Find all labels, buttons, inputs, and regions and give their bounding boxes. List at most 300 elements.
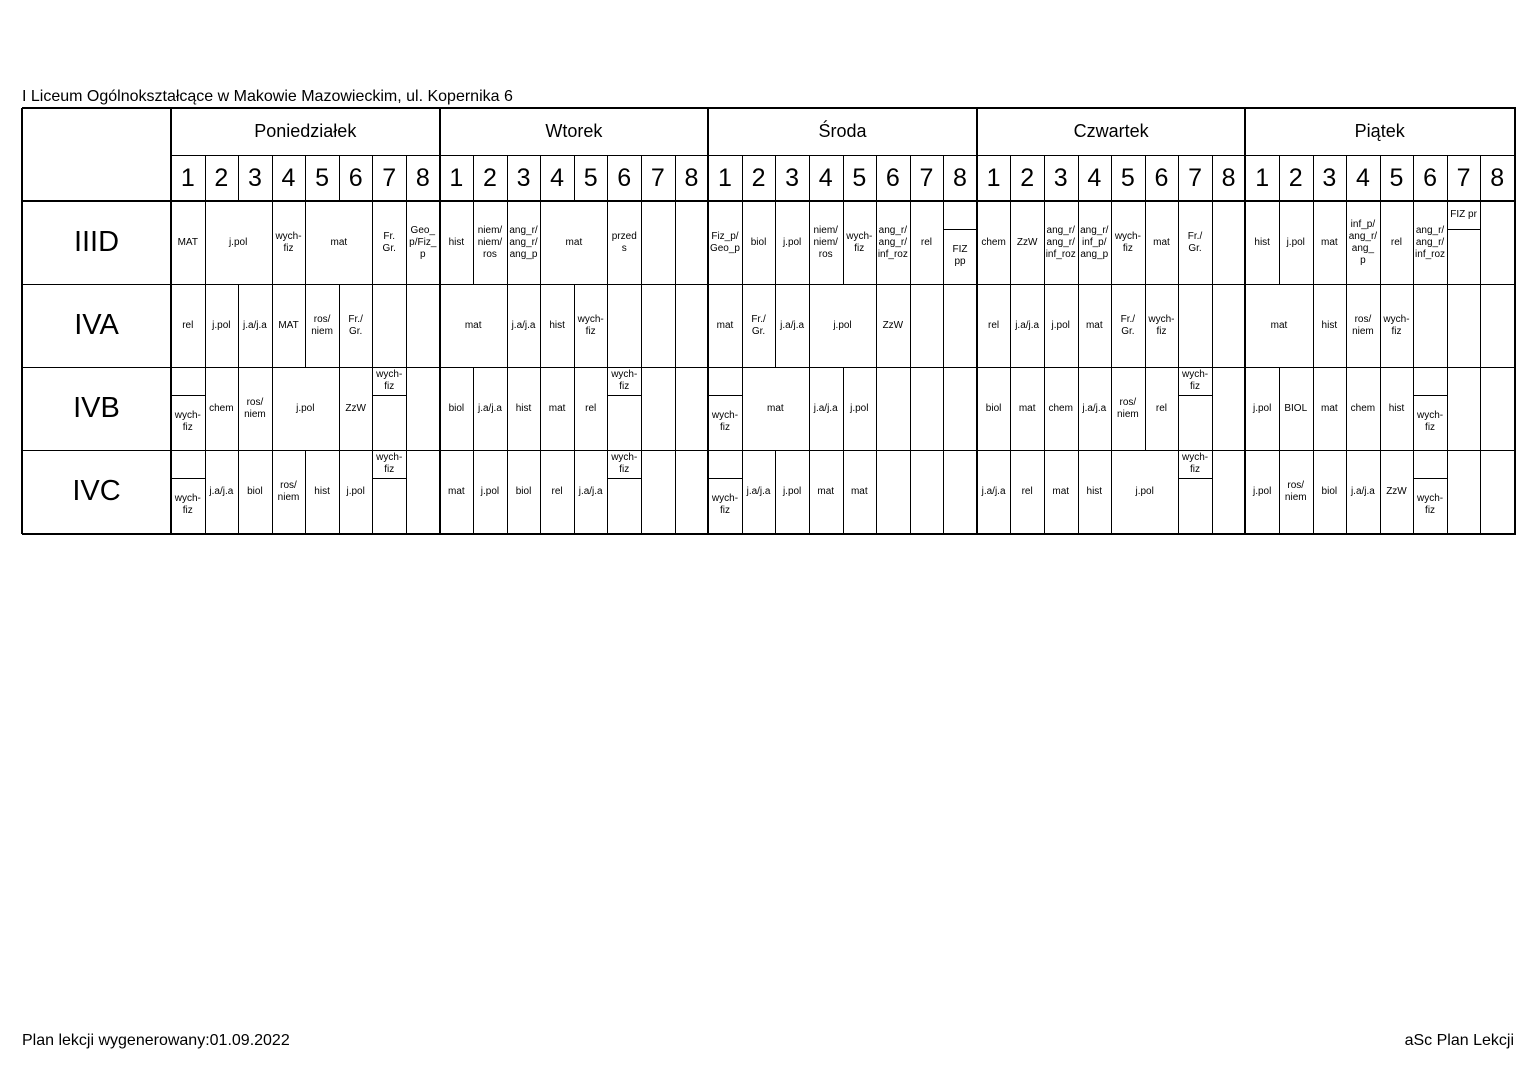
period-divider [641, 450, 642, 533]
period-divider [540, 450, 541, 533]
period-divider [1212, 367, 1213, 450]
lesson-cell: biol [985, 402, 1002, 414]
period-divider [272, 450, 273, 533]
row-divider [22, 284, 1514, 285]
lesson-cell: j.a/j.a [242, 319, 267, 331]
period-divider [641, 284, 642, 367]
period-divider [1413, 450, 1414, 533]
period-divider [1480, 450, 1481, 533]
day-divider [439, 108, 441, 533]
lesson-cell: ang_r/ ang_r/ ang_p [509, 224, 538, 260]
period-divider [876, 201, 877, 284]
period-divider [843, 367, 844, 450]
lesson-cell: ros/ niem [311, 313, 333, 337]
period-divider [1413, 155, 1414, 201]
period-divider [943, 284, 944, 367]
period-header: 7 [650, 164, 665, 192]
period-divider [775, 450, 776, 533]
period-divider [473, 450, 474, 533]
lesson-cell: niem/ niem/ ros [477, 224, 503, 260]
period-divider [406, 155, 407, 201]
table-border-left [21, 108, 23, 534]
period-divider [1212, 155, 1213, 201]
lesson-cell: MAT [177, 236, 198, 248]
period-divider [238, 284, 239, 367]
period-header: 4 [550, 164, 565, 192]
half-slot-divider [1178, 478, 1212, 479]
period-header: 1 [449, 164, 464, 192]
lesson-cell: ZzW [345, 402, 366, 414]
lesson-cell: hist [1086, 485, 1103, 497]
table-border-top [22, 107, 1516, 109]
half-slot-divider [171, 395, 205, 396]
period-divider [507, 201, 508, 284]
period-divider [1010, 201, 1011, 284]
period-divider [1178, 201, 1179, 284]
lesson-cell: wych- fiz [611, 368, 638, 392]
period-header: 3 [1322, 164, 1337, 192]
period-divider [507, 450, 508, 533]
row-divider [22, 367, 1514, 368]
period-header: 7 [919, 164, 934, 192]
generated-date: Plan lekcji wygenerowany:01.09.2022 [22, 1032, 290, 1049]
period-divider [775, 284, 776, 367]
half-slot-divider [1447, 229, 1481, 230]
period-divider [1279, 450, 1280, 533]
lesson-cell: wych- fiz [711, 410, 739, 434]
lesson-cell: hist [448, 236, 465, 248]
period-divider [372, 155, 373, 201]
period-divider [574, 450, 575, 533]
half-slot-divider [607, 478, 641, 479]
period-divider [305, 450, 306, 533]
period-divider [1313, 367, 1314, 450]
period-divider [1145, 284, 1146, 367]
class-label: IIID [73, 226, 120, 259]
period-header: 4 [1087, 164, 1102, 192]
period-divider [1078, 155, 1079, 201]
period-divider [1111, 284, 1112, 367]
lesson-cell: hist [1321, 319, 1338, 331]
period-divider [1480, 284, 1481, 367]
lesson-cell: wych- fiz [1181, 451, 1209, 475]
period-divider [641, 201, 642, 284]
lesson-cell: j.a/j.a [511, 319, 536, 331]
period-header: 6 [348, 164, 363, 192]
class-label: IVC [72, 475, 121, 508]
lesson-cell: wych- fiz [846, 230, 873, 254]
period-header: 2 [1288, 164, 1303, 192]
period-divider [507, 367, 508, 450]
class-label: IVA [74, 309, 119, 342]
period-divider [1346, 201, 1347, 284]
lesson-cell: ros/ niem [1117, 396, 1139, 420]
lesson-cell: mat [448, 485, 465, 497]
lesson-cell: hist [549, 319, 565, 331]
period-divider [574, 155, 575, 201]
period-divider [272, 201, 273, 284]
lesson-cell: j.pol [782, 485, 802, 497]
period-divider [809, 201, 810, 284]
period-header: 2 [1020, 164, 1035, 192]
lesson-cell: j.pol [346, 485, 365, 497]
lesson-cell: ZzW [1016, 236, 1038, 248]
lesson-cell: Fr./ Gr. [751, 313, 766, 337]
lesson-cell: mat [850, 485, 868, 497]
period-divider [305, 201, 306, 284]
class-label: IVB [73, 392, 120, 425]
lesson-cell: j.a/j.a [478, 402, 502, 414]
period-divider [1145, 201, 1146, 284]
day-header: Czwartek [1073, 120, 1149, 141]
lesson-cell: rel [182, 319, 194, 331]
period-divider [1044, 450, 1045, 533]
period-divider [540, 155, 541, 201]
period-header: 7 [382, 164, 397, 192]
row-divider [22, 450, 1514, 451]
period-divider [1044, 201, 1045, 284]
period-divider [205, 367, 206, 450]
half-slot-divider [943, 229, 977, 230]
period-divider [238, 155, 239, 201]
period-divider [1078, 450, 1079, 533]
period-divider [775, 155, 776, 201]
period-divider [1447, 201, 1448, 284]
lesson-cell: chem [1350, 402, 1376, 414]
period-header: 8 [1490, 164, 1505, 192]
lesson-cell: rel [585, 402, 597, 414]
lesson-cell: j.a/j.a [578, 485, 603, 497]
lesson-cell: wych- fiz [611, 451, 638, 475]
half-slot-divider [607, 395, 641, 396]
period-divider [1044, 155, 1045, 201]
lesson-cell: mat [1153, 236, 1170, 248]
period-divider [1413, 284, 1414, 367]
period-divider [339, 284, 340, 367]
period-divider [607, 284, 608, 367]
period-header: 2 [751, 164, 766, 192]
period-divider [675, 450, 676, 533]
lesson-cell: j.pol [850, 402, 869, 414]
period-header: 6 [1423, 164, 1437, 192]
lesson-cell: j.pol [782, 236, 802, 248]
lesson-cell: rel [920, 236, 932, 248]
period-divider [1380, 367, 1381, 450]
period-divider [540, 201, 541, 284]
lesson-cell: niem/ niem/ ros [813, 224, 838, 260]
lesson-cell: rel [988, 319, 1000, 331]
lesson-cell: mat [464, 319, 482, 331]
period-divider [1111, 201, 1112, 284]
period-divider [1447, 284, 1448, 367]
lesson-cell: hist [515, 402, 532, 414]
lesson-cell: j.a/j.a [209, 485, 234, 497]
lesson-cell: rel [1155, 402, 1168, 414]
period-divider [943, 201, 944, 284]
period-divider [1447, 155, 1448, 201]
period-divider [372, 450, 373, 533]
period-divider [205, 450, 206, 533]
lesson-cell: j.pol [1252, 485, 1272, 497]
lesson-cell: j.pol [212, 319, 231, 331]
period-divider [1010, 155, 1011, 201]
period-divider [675, 367, 676, 450]
lesson-cell: j.a/j.a [746, 485, 771, 497]
period-divider [910, 284, 911, 367]
period-divider [1279, 155, 1280, 201]
period-header: 1 [986, 164, 1001, 192]
lesson-cell: hist [314, 485, 330, 497]
period-divider [607, 367, 608, 450]
lesson-cell: Geo_ p/Fiz_ p [409, 224, 437, 260]
lesson-cell: mat [1085, 319, 1103, 331]
period-divider [607, 450, 608, 533]
period-header: 8 [684, 164, 699, 192]
lesson-cell: j.a/j.a [1015, 319, 1040, 331]
period-divider [742, 450, 743, 533]
period-divider [507, 284, 508, 367]
period-divider [1010, 450, 1011, 533]
lesson-cell: ang_r/ ang_r/ inf_roz [1415, 224, 1446, 260]
lesson-cell: j.pol [1286, 236, 1305, 248]
lesson-cell: MAT [278, 319, 299, 331]
lesson-cell: biol [515, 485, 532, 497]
period-divider [1380, 450, 1381, 533]
half-slot-divider [1178, 395, 1212, 396]
period-divider [238, 450, 239, 533]
period-divider [339, 450, 340, 533]
lesson-cell: wych- fiz [711, 493, 739, 517]
period-header: 1 [718, 164, 732, 192]
lesson-cell: FIZ pr [1450, 208, 1477, 220]
period-divider [641, 155, 642, 201]
period-divider [205, 284, 206, 367]
lesson-cell: j.pol [296, 402, 315, 414]
lesson-cell: inf_p/ ang_r/ ang_ p [1348, 218, 1378, 266]
period-divider [1212, 284, 1213, 367]
lesson-cell: ang_r/ ang_r/ inf_roz [1045, 224, 1076, 260]
period-divider [1346, 155, 1347, 201]
day-divider [1244, 108, 1246, 533]
day-header: Środa [818, 120, 867, 141]
period-header: 2 [214, 164, 229, 192]
period-divider [406, 201, 407, 284]
period-divider [742, 155, 743, 201]
period-divider [742, 367, 743, 450]
day-divider [976, 108, 978, 533]
period-divider [406, 450, 407, 533]
period-header: 3 [247, 164, 262, 192]
period-divider [1380, 155, 1381, 201]
period-header: 1 [180, 164, 195, 192]
period-divider [675, 201, 676, 284]
period-divider [809, 155, 810, 201]
period-divider [1078, 367, 1079, 450]
class-column-divider [170, 108, 172, 533]
lesson-cell: wych- fiz [1148, 313, 1175, 337]
period-divider [1111, 450, 1112, 533]
lesson-cell: mat [1320, 236, 1338, 248]
lesson-cell: j.pol [1135, 485, 1154, 497]
lesson-cell: ros/ niem [244, 396, 266, 420]
lesson-cell: biol [750, 236, 767, 248]
period-divider [1447, 450, 1448, 533]
lesson-cell: wych- fiz [1181, 368, 1209, 392]
period-divider [1212, 201, 1213, 284]
period-divider [809, 450, 810, 533]
period-divider [473, 155, 474, 201]
half-slot-divider [372, 395, 406, 396]
period-header: 3 [516, 164, 531, 192]
lesson-cell: mat [716, 319, 734, 331]
period-divider [607, 201, 608, 284]
period-divider [339, 367, 340, 450]
lesson-cell: rel [1021, 485, 1033, 497]
lesson-cell: wych- fiz [376, 451, 403, 475]
lesson-cell: mat [1320, 402, 1338, 414]
period-divider [507, 155, 508, 201]
period-divider [809, 284, 810, 367]
lesson-cell: chem [981, 236, 1006, 248]
period-divider [205, 201, 206, 284]
period-divider [1145, 367, 1146, 450]
period-divider [305, 155, 306, 201]
period-divider [775, 201, 776, 284]
period-header: 4 [818, 164, 833, 192]
lesson-cell: Fr./ Gr. [1120, 313, 1136, 337]
period-divider [910, 201, 911, 284]
lesson-cell: wych- fiz [174, 410, 201, 434]
day-divider [707, 108, 709, 533]
period-divider [742, 201, 743, 284]
period-header: 7 [1456, 164, 1471, 192]
lesson-cell: mat [1270, 319, 1288, 331]
lesson-cell: mat [767, 402, 784, 414]
period-divider [1313, 450, 1314, 533]
period-divider [1111, 155, 1112, 201]
lesson-cell: wych- fiz [376, 368, 403, 392]
period-divider [641, 367, 642, 450]
lesson-cell: j.a/j.a [1350, 485, 1375, 497]
period-divider [372, 201, 373, 284]
period-divider [1078, 284, 1079, 367]
half-slot-divider [1413, 395, 1447, 396]
period-header: 6 [885, 164, 900, 192]
period-divider [305, 284, 306, 367]
lesson-cell: wych- fiz [577, 313, 604, 337]
period-divider [876, 450, 877, 533]
lesson-cell: mat [817, 485, 835, 497]
lesson-cell: j.pol [1051, 319, 1070, 331]
lesson-cell: BIOL [1284, 402, 1308, 414]
period-divider [540, 284, 541, 367]
period-header: 5 [1389, 164, 1404, 192]
period-divider [1447, 367, 1448, 450]
lesson-cell: przed s [611, 230, 637, 254]
lesson-cell: hist [1254, 236, 1270, 248]
period-header: 7 [1188, 164, 1202, 192]
period-header: 6 [1154, 164, 1169, 192]
header-divider [171, 155, 1514, 156]
lesson-cell: mat [1052, 485, 1070, 497]
period-divider [372, 284, 373, 367]
period-divider [540, 367, 541, 450]
period-divider [809, 367, 810, 450]
lesson-cell: j.a/j.a [813, 402, 838, 414]
period-divider [473, 201, 474, 284]
lesson-cell: rel [551, 485, 563, 497]
lesson-cell: j.pol [1252, 402, 1272, 414]
lesson-cell: biol [1321, 485, 1338, 497]
period-divider [339, 155, 340, 201]
period-divider [1178, 450, 1179, 533]
period-divider [1010, 367, 1011, 450]
period-header: 4 [281, 164, 296, 192]
period-divider [1346, 450, 1347, 533]
period-divider [943, 367, 944, 450]
period-divider [1480, 155, 1481, 201]
period-divider [272, 284, 273, 367]
period-header: 8 [415, 164, 430, 192]
period-divider [876, 367, 877, 450]
lesson-cell: Fiz_p/ Geo_p [709, 230, 740, 254]
lesson-cell: wych- fiz [1114, 230, 1141, 254]
period-header: 6 [617, 164, 632, 192]
period-header: 5 [583, 164, 598, 192]
day-header: Poniedziałek [254, 120, 357, 141]
period-divider [406, 284, 407, 367]
lesson-cell: ros/ niem [1352, 313, 1374, 337]
period-header: 3 [1053, 164, 1068, 192]
lesson-cell: chem [209, 402, 234, 414]
lesson-cell: j.a/j.a [780, 319, 805, 331]
day-header: Piątek [1354, 120, 1405, 141]
period-divider [1010, 284, 1011, 367]
lesson-cell: wych- fiz [1416, 493, 1444, 517]
period-divider [675, 155, 676, 201]
period-divider [1145, 155, 1146, 201]
period-header: 1 [1255, 164, 1270, 192]
lesson-cell: ZzW [1386, 485, 1407, 497]
lesson-cell: biol [448, 402, 465, 414]
period-divider [1380, 284, 1381, 367]
period-divider [1313, 201, 1314, 284]
lesson-cell: ZzW [882, 319, 904, 331]
period-divider [406, 367, 407, 450]
period-divider [1480, 367, 1481, 450]
period-header: 8 [1221, 164, 1236, 192]
lesson-cell: mat [565, 236, 583, 248]
lesson-cell: wych- fiz [275, 230, 302, 254]
period-divider [272, 367, 273, 450]
lesson-cell: j.pol [833, 319, 852, 331]
period-header: 3 [785, 164, 800, 192]
table-border-bottom [22, 533, 1516, 535]
lesson-cell: ros/ niem [277, 479, 300, 503]
lesson-cell: Fr./ Gr. [1187, 230, 1203, 254]
period-divider [1279, 367, 1280, 450]
period-divider [372, 367, 373, 450]
period-divider [1279, 201, 1280, 284]
table-border-right [1514, 108, 1516, 534]
software-name: aSc Plan Lekcji [1404, 1032, 1514, 1049]
period-divider [876, 284, 877, 367]
period-divider [843, 201, 844, 284]
lesson-cell: ang_r/ inf_p/ ang_p [1080, 224, 1109, 260]
lesson-cell: wych- fiz [1416, 410, 1444, 434]
period-divider [1078, 201, 1079, 284]
period-divider [1111, 367, 1112, 450]
